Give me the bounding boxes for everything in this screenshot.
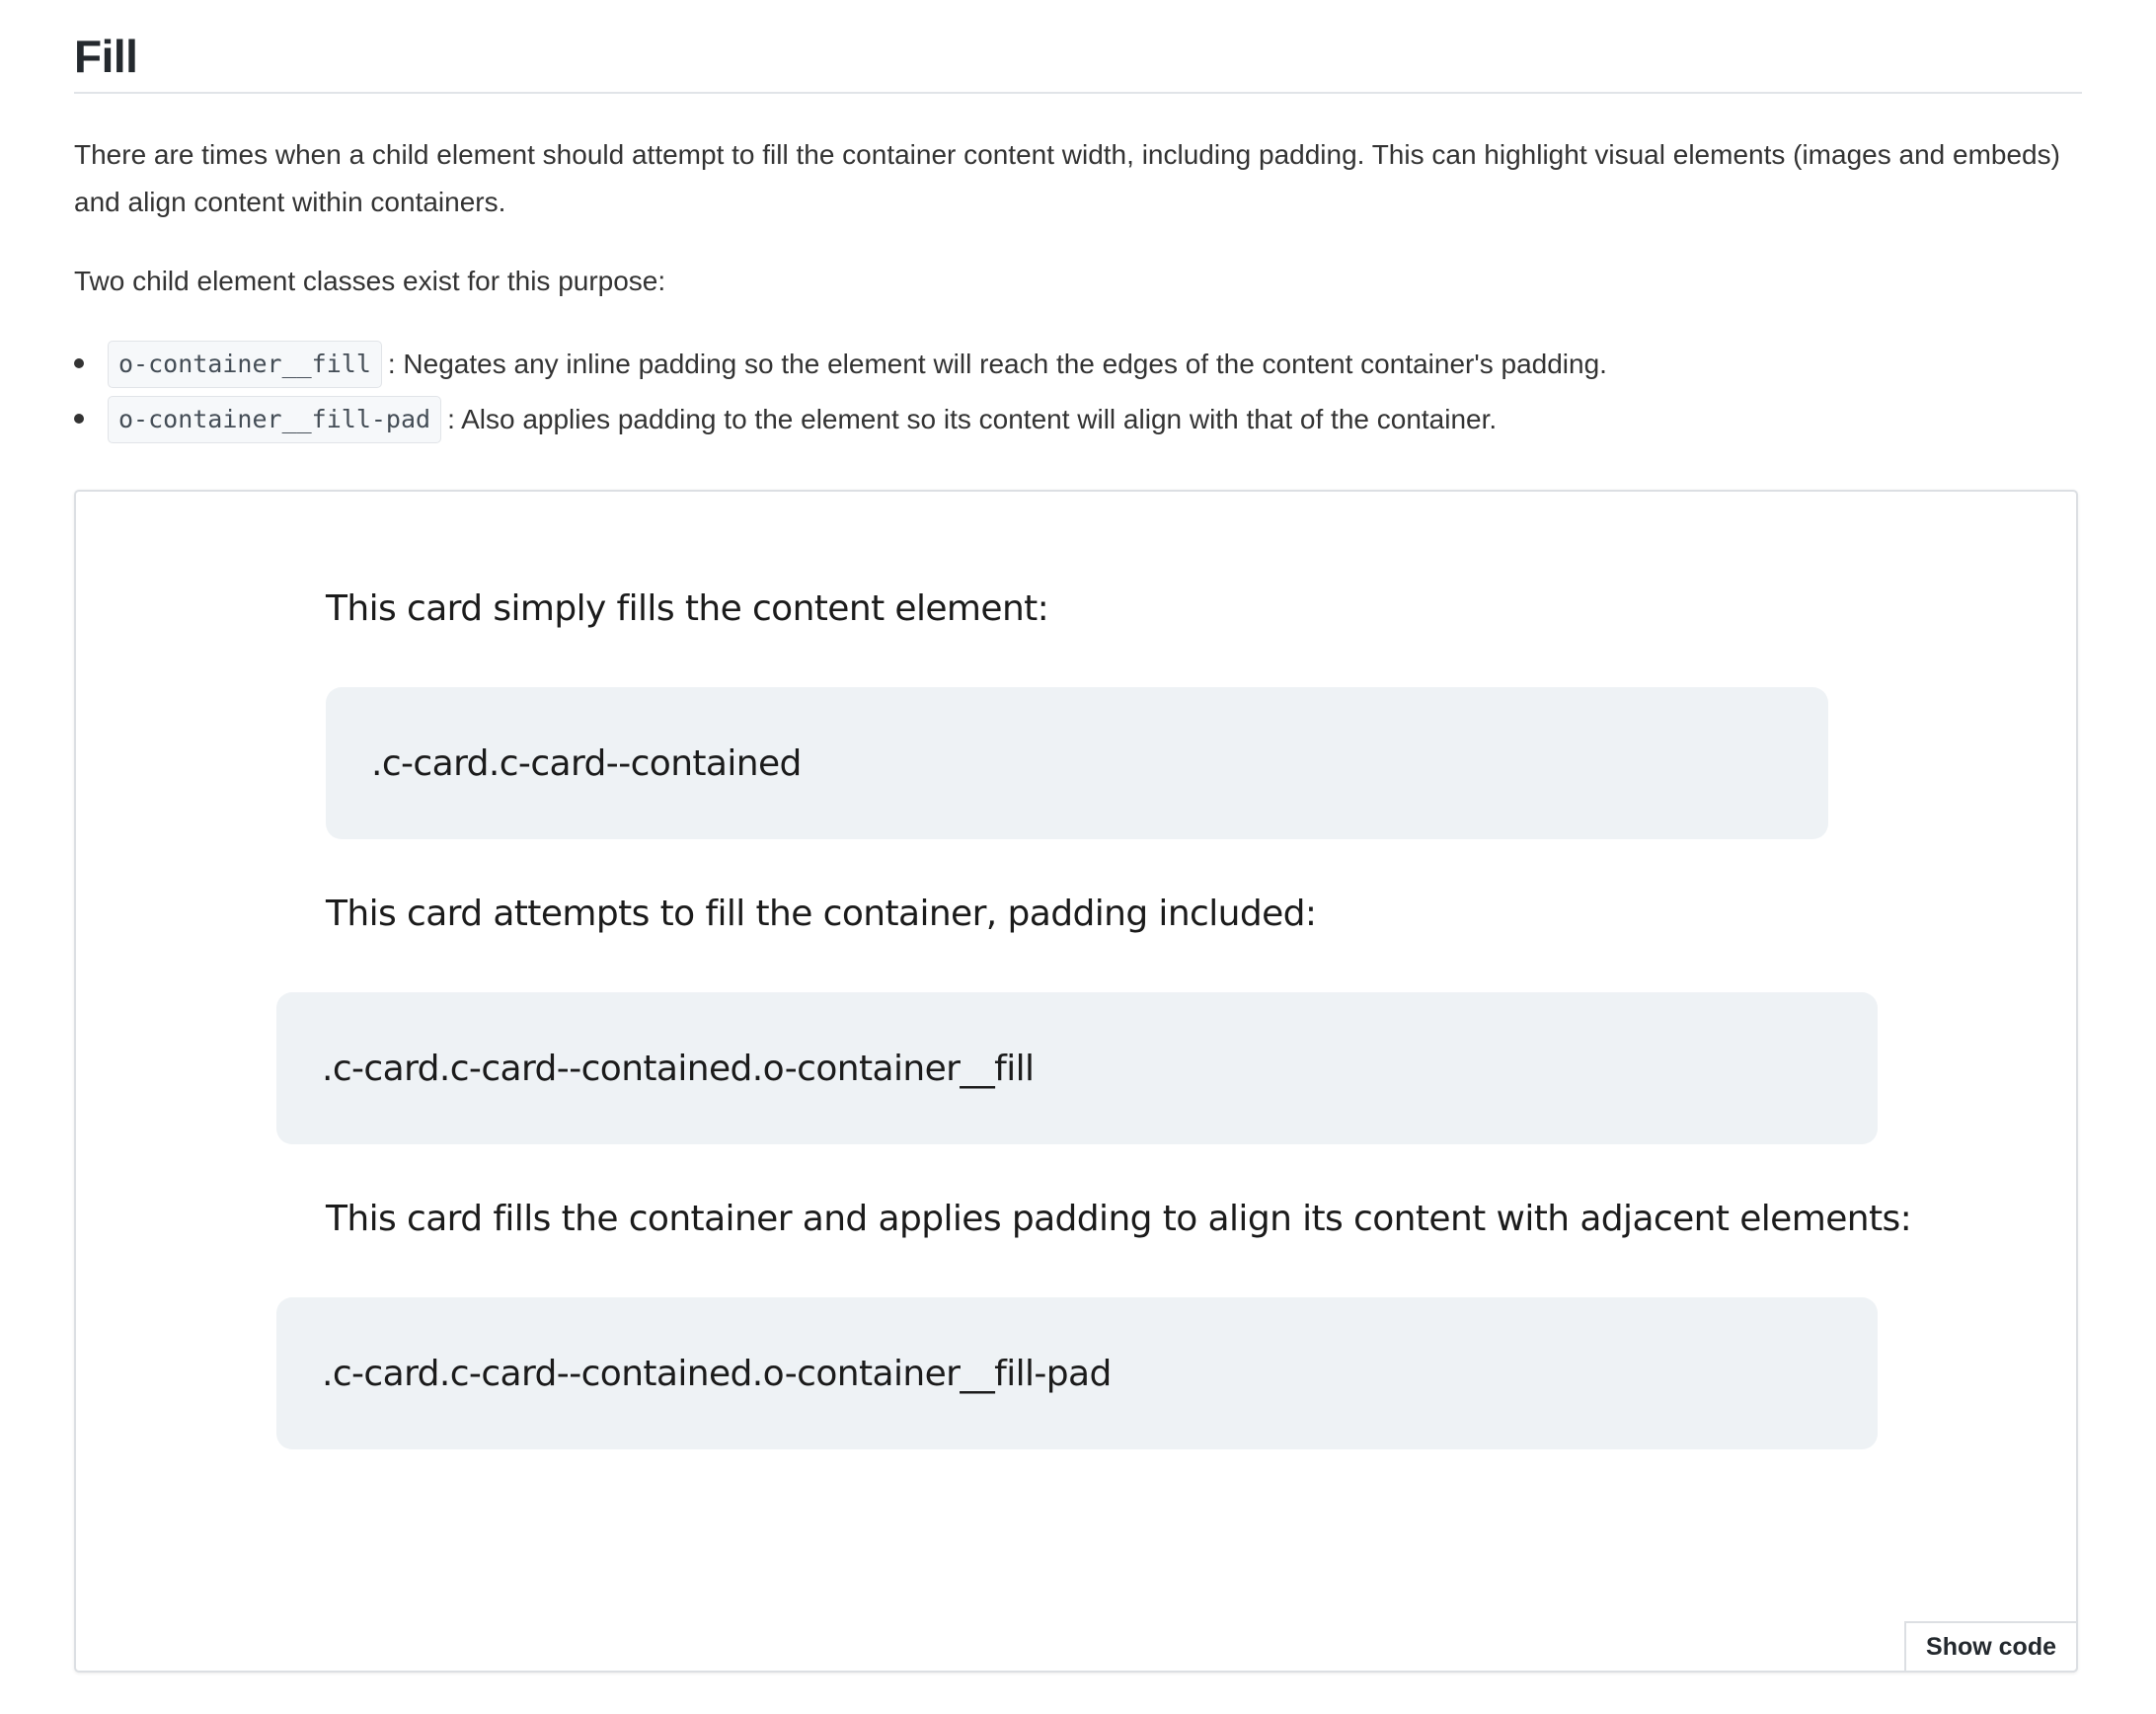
- demo-caption: This card simply fills the content element:: [326, 588, 1049, 629]
- card-label: .c-card.c-card--contained.o-container__fill: [322, 1048, 1035, 1089]
- code-fill-pad: o-container__fill-pad: [108, 396, 441, 443]
- card-label: .c-card.c-card--contained: [371, 742, 802, 784]
- demo-card-fill-pad: [276, 1297, 1878, 1449]
- section-heading: Fill: [74, 0, 2082, 94]
- demo-card-fill: [276, 992, 1878, 1144]
- intro-paragraph: There are times when a child element should attempt to fill the container content width, including padding. This can highlight visual elements (images and embeds) and align content within containers.: [74, 139, 2060, 217]
- show-code-button[interactable]: Show code: [1904, 1621, 2078, 1673]
- bullet-icon: [74, 414, 84, 424]
- demo-caption: This card fills the container and applies padding to align its content with adjacent elements:: [326, 1199, 1912, 1239]
- class-list: [74, 337, 2082, 447]
- list-item: [108, 337, 2082, 392]
- bullet-icon: [74, 358, 84, 368]
- demo-card-contained: [326, 687, 1828, 839]
- demo-caption: This card attempts to fill the container, padding included:: [326, 894, 1317, 934]
- class-description: : Also applies padding to the element so its content will align with that of the container.: [447, 404, 1498, 434]
- card-label: .c-card.c-card--contained.o-container__fill-pad: [322, 1353, 1112, 1394]
- fill-section: [74, 0, 2082, 1661]
- purpose-paragraph: Two child element classes exist for this purpose:: [74, 266, 666, 296]
- example-preview: [74, 490, 2078, 1673]
- class-description: : Negates any inline padding so the element will reach the edges of the content container's padding.: [387, 349, 1607, 379]
- list-item: [108, 392, 2082, 447]
- code-fill: o-container__fill: [108, 341, 382, 388]
